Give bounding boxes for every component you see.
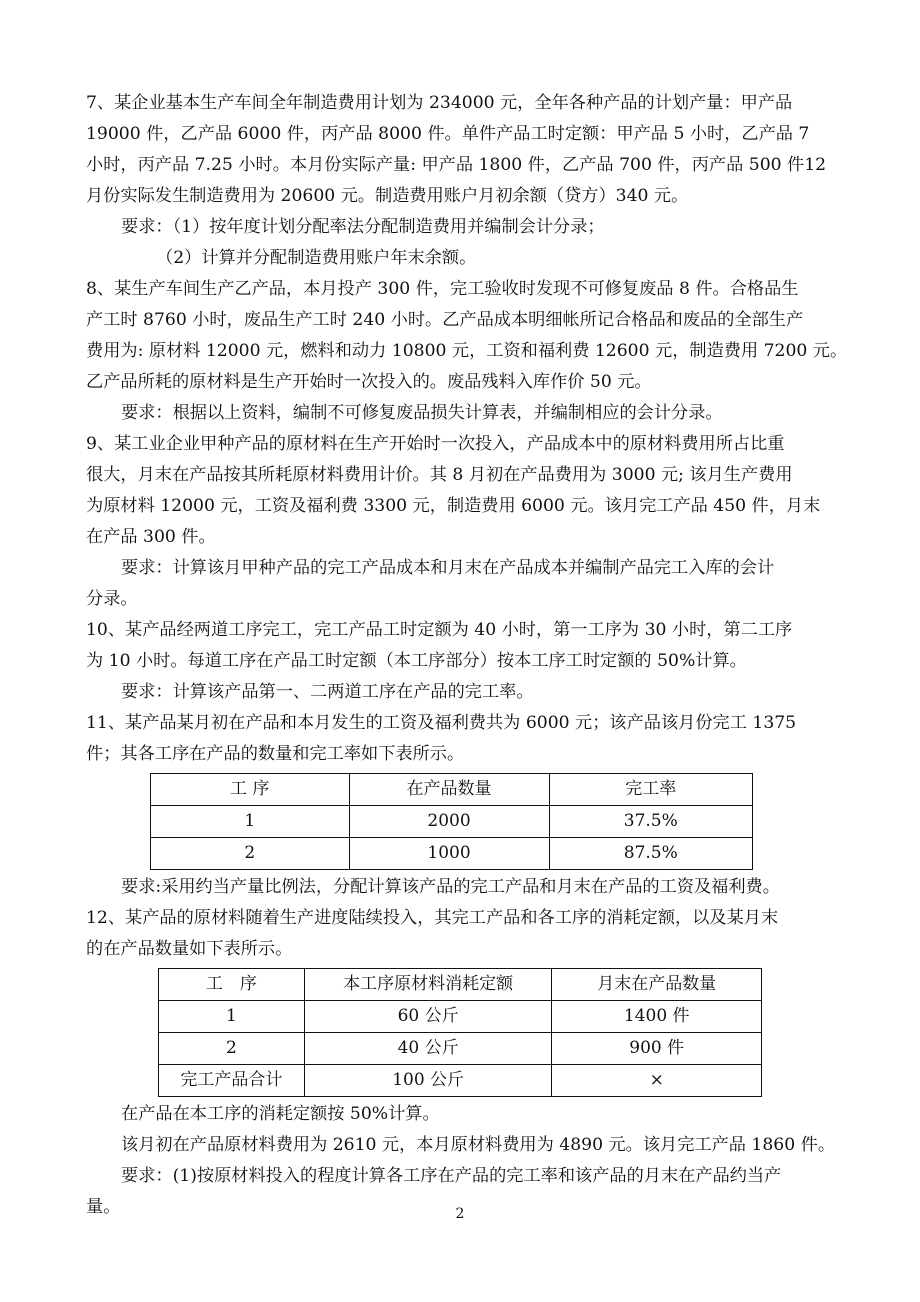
requirement-line: 要求：计算该产品第一、二两道工序在产品的完工率。 [121, 682, 534, 702]
table-header-cell: 工 序 [159, 969, 305, 1001]
table-cell: 60 公斤 [304, 1001, 552, 1033]
paragraph-line: 该月初在产品原材料费用为 2610 元，本月原材料费用为 4890 元。该月完工产品 1860 件。 [121, 1135, 836, 1155]
requirement-line: 要求:采用约当产量比例法，分配计算该产品的完工产品和月末在产品的工资及福利费。 [121, 877, 780, 897]
paragraph-line: 19000 件，乙产品 6000 件，丙产品 8000 件。单件产品工时定额：甲产品 5 小时，乙产品 7 [86, 124, 810, 144]
requirement-line: （2）计算并分配制造费用账户年末余额。 [156, 248, 477, 268]
question-12 [86, 903, 842, 1223]
paragraph-line: 10、某产品经两道工序完工，完工产品工时定额为 40 小时，第一工序为 30 小时，第二工序 [86, 620, 793, 640]
question-10 [86, 615, 842, 708]
page-number: 2 [455, 1206, 465, 1222]
paragraph-line: 产工时 8760 小时，废品生产工时 240 小时。乙产品成本明细帐所记合格品和废品的全部生产 [86, 310, 804, 330]
table-header-cell: 完工率 [549, 774, 752, 806]
table-cell: × [552, 1065, 762, 1097]
requirement-line: 分录。 [86, 589, 138, 609]
requirement-line: 要求：根据以上资料，编制不可修复废品损失计算表，并编制相应的会计分录。 [121, 403, 723, 423]
question-9 [86, 429, 842, 615]
question-11 [86, 708, 842, 903]
table-row [159, 1001, 762, 1033]
requirement-line: 要求：（1）按年度计划分配率法分配制造费用并编制会计分录； [121, 217, 605, 237]
table-cell: 37.5% [549, 806, 752, 838]
table-row [159, 1033, 762, 1065]
process-completion-table [150, 773, 753, 870]
table-cell: 100 公斤 [304, 1065, 552, 1097]
table-row [151, 806, 753, 838]
table-cell: 1400 件 [552, 1001, 762, 1033]
table-cell: 2000 [349, 806, 549, 838]
requirement-line: 量。 [86, 1197, 121, 1217]
paragraph-line: 12、某产品的原材料随着生产进度陆续投入，其完工产品和各工序的消耗定额，以及某月末 [86, 908, 779, 928]
paragraph-line: 7、某企业基本生产车间全年制造费用计划为 234000 元，全年各种产品的计划产量：甲产品 [86, 93, 793, 113]
paragraph-line: 在产品 300 件。 [86, 527, 216, 547]
table-header-cell: 在产品数量 [349, 774, 549, 806]
table-cell: 900 件 [552, 1033, 762, 1065]
paragraph-line: 小时，丙产品 7.25 小时。本月份实际产量: 甲产品 1800 件，乙产品 700 件，丙产品 500 件12 [86, 155, 827, 175]
requirement-line: 要求：(1)按原材料投入的程度计算各工序在产品的完工率和该产品的月末在产品约当产 [121, 1166, 782, 1186]
table-header-cell: 工 序 [151, 774, 350, 806]
paragraph-line: 乙产品所耗的原材料是生产开始时一次投入的。废品残料入库作价 50 元。 [86, 372, 652, 392]
table-cell: 1000 [349, 838, 549, 870]
document-page [86, 88, 848, 1223]
paragraph-line: 月份实际发生制造费用为 20600 元。制造费用账户月初余额（贷方）340 元。 [86, 186, 689, 206]
paragraph-line: 11、某产品某月初在产品和本月发生的工资及福利费共为 6000 元；该产品该月份完工 1375 [86, 713, 797, 733]
table-cell: 1 [151, 806, 350, 838]
table-row [159, 1065, 762, 1097]
table-header-cell: 月末在产品数量 [552, 969, 762, 1001]
table-header-row [151, 774, 753, 806]
question-8 [86, 274, 848, 429]
table-cell: 2 [159, 1033, 305, 1065]
paragraph-line: 很大，月末在产品按其所耗原材料费用计价。其 8 月初在产品费用为 3000 元; 该月生产费用 [86, 465, 793, 485]
table-cell: 87.5% [549, 838, 752, 870]
paragraph-line: 在产品在本工序的消耗定额按 50%计算。 [121, 1104, 440, 1124]
table-cell: 完工产品合计 [159, 1065, 305, 1097]
requirement-line: 要求：计算该月甲种产品的完工产品成本和月末在产品成本并编制产品完工入库的会计 [121, 558, 775, 578]
table-row [151, 838, 753, 870]
paragraph-line: 的在产品数量如下表所示。 [86, 939, 293, 959]
paragraph-line: 为原材料 12000 元，工资及福利费 3300 元，制造费用 6000 元。该月完工产品 450 件，月末 [86, 496, 821, 516]
paragraph-line: 9、某工业企业甲种产品的原材料在生产开始时一次投入，产品成本中的原材料费用所占比重 [86, 434, 785, 454]
paragraph-line: 为 10 小时。每道工序在产品工时定额（本工序部分）按本工序工时定额的 50%计算。 [86, 651, 747, 671]
table-cell: 1 [159, 1001, 305, 1033]
table-header-cell: 本工序原材料消耗定额 [304, 969, 552, 1001]
paragraph-line: 8、某生产车间生产乙产品，本月投产 300 件，完工验收时发现不可修复废品 8 件。合格品生 [86, 279, 799, 299]
paragraph-line: 费用为: 原材料 12000 元，燃料和动力 10800 元，工资和福利费 12600 元，制造费用 7200 元。 [86, 341, 848, 361]
material-consumption-table [158, 968, 762, 1097]
table-cell: 2 [151, 838, 350, 870]
paragraph-line: 件；其各工序在产品的数量和完工率如下表所示。 [86, 744, 465, 764]
table-cell: 40 公斤 [304, 1033, 552, 1065]
table-header-row [159, 969, 762, 1001]
question-7 [86, 88, 842, 274]
